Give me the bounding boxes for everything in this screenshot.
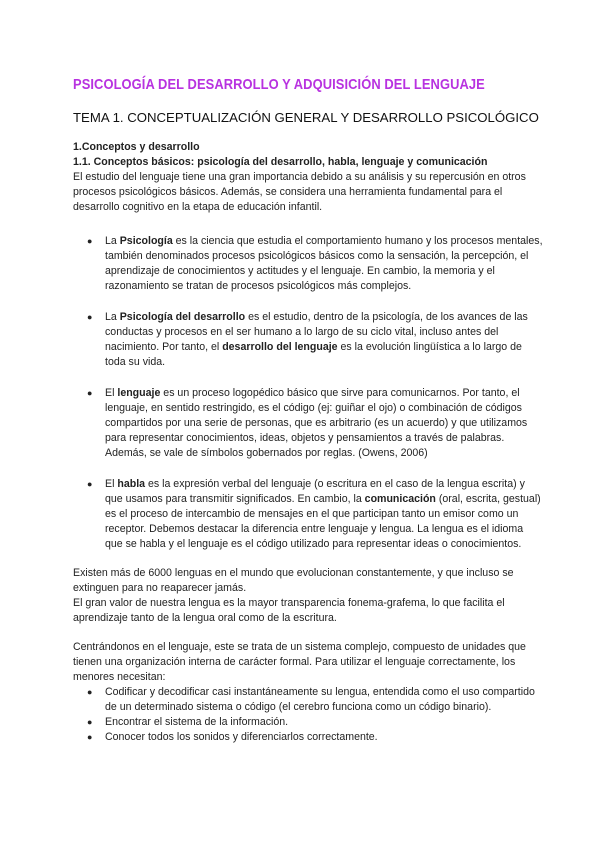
list-item: ● La Psicología es la ciencia que estudia el comportamiento humano y los procesos mentales, también denominados procesos psicológicos básicos como la sensación, la percepción, el aprendizaje de conocimientos y actitudes y el lenguaje. En cambio, la memoria y el razonamiento se tratan de procesos psicológicos más complejos. <box>87 235 543 292</box>
list-item: ● La Psicología del desarrollo es el estudio, dentro de la psicología, de los avances de las conductas y procesos en el ser humano a lo largo de su ciclo vital, incluso antes del nacimiento. Por tanto, el desarrollo del lenguaje es la evolución lingüística a lo largo de toda su vida. <box>87 311 528 368</box>
term-desarrollo-lenguaje: desarrollo del lenguaje <box>222 341 338 353</box>
list-item: ● El habla es la expresión verbal del lenguaje (o escritura en el caso de la lengua escrita) y que usamos para transmitir significados. En cambio, la comunicación (oral, escrita, gestual) es el proceso de intercambio de mensajes en el que participan tanto un emisor como un receptor. Debemos destacar la diferencia entre lenguaje y lengua. La lengua es el idioma que se habla y el lenguaje es el código utilizado para representar ideas o conocimientos. <box>87 478 541 550</box>
document-body <box>73 140 543 745</box>
list-item: ● El lenguaje es un proceso logopédico básico que sirve para comunicarnos. Por tanto, el lenguaje, en sentido restringido, es el código (ej: guiñar el ojo) o combinación de códigos compartidos por una serie de personas, que es arbitrario (es un acuerdo) y que utilizamos para representar conocimientos, ideas, objetos y pensamientos a través de palabras. Además, se vale de símbolos gobernados por reglas. (Owens, 2006) <box>87 387 528 459</box>
bullet-icon: ● <box>87 236 93 246</box>
sistema-paragraph: Centrándonos en el lenguaje, este se trata de un sistema complejo, compuesto de unidades que tienen una organización interna de carácter formal. Para utilizar el lenguaje correctamente, los menores necesitan: <box>73 641 526 683</box>
section-heading: 1.Conceptos y desarrollo <box>73 141 200 153</box>
definitions-list <box>73 234 543 552</box>
bullet-icon: ● <box>87 717 93 727</box>
bullet-icon: ● <box>87 479 93 489</box>
term-psicologia: Psicología <box>119 235 173 247</box>
bullet-icon: ● <box>87 388 93 398</box>
section-subheading: 1.1. Conceptos básicos: psicología del desarrollo, habla, lenguaje y comunicación <box>73 156 488 168</box>
term-comunicacion: comunicación <box>364 493 436 505</box>
lenguas-paragraph: Existen más de 6000 lenguas en el mundo que evolucionan constantemente, y que incluso se extinguen para no reaparecer jamás. <box>73 567 514 594</box>
bullet-icon: ● <box>87 312 93 322</box>
need-text: Encontrar el sistema de la información. <box>105 716 289 728</box>
term-habla: habla <box>117 478 146 490</box>
document-title: PSICOLOGÍA DEL DESARROLLO Y ADQUISICIÓN DEL LENGUAJE <box>73 76 485 93</box>
list-item <box>73 685 543 715</box>
valor-paragraph: El gran valor de nuestra lengua es la mayor transparencia fonema-grafema, lo que facilita el aprendizaje tanto de la lengua oral como de la escritura. <box>73 597 505 624</box>
needs-list <box>73 685 543 745</box>
tema-title: TEMA 1. CONCEPTUALIZACIÓN GENERAL Y DESARROLLO PSICOLÓGICO <box>73 110 539 125</box>
term-lenguaje: lenguaje <box>117 387 161 399</box>
need-text: Conocer todos los sonidos y diferenciarlos correctamente. <box>105 731 378 743</box>
bullet-icon: ● <box>87 732 93 742</box>
term-psicologia-desarrollo: Psicología del desarrollo <box>119 311 246 323</box>
intro-paragraph: El estudio del lenguaje tiene una gran importancia debido a su análisis y su repercusión en otros procesos psicológicos básicos. Además, se considera una herramienta fundamental para el desarrollo cognitivo en la etapa de educación infantil. <box>73 171 526 213</box>
list-item <box>73 730 543 745</box>
bullet-icon: ● <box>87 687 93 697</box>
list-item <box>73 715 543 730</box>
need-text: Codificar y decodificar casi instantáneamente su lengua, entendida como el uso compartido de un determinado sistema o código (el cerebro funciona como un código binario). <box>105 686 535 713</box>
